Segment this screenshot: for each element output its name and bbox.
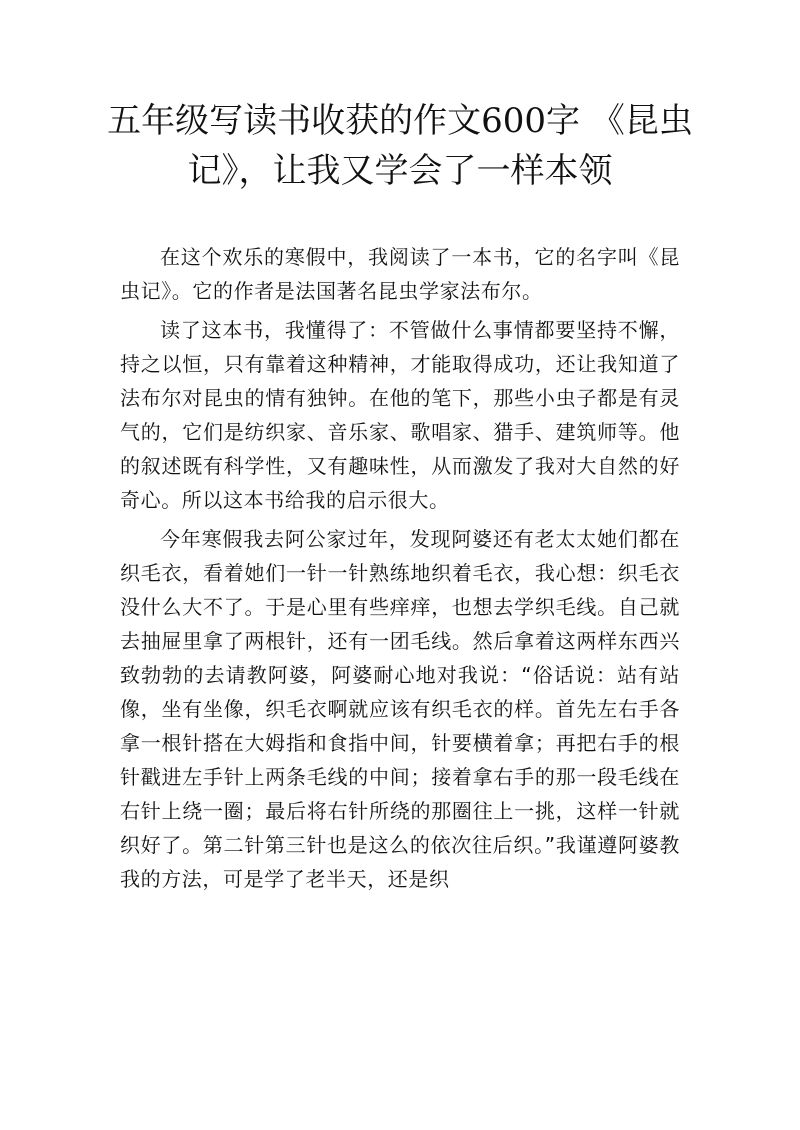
paragraph-3: 今年寒假我去阿公家过年，发现阿婆还有老太太她们都在织毛衣，看着她们一针一针熟练地织着毛衣，我心想：织毛衣没什么大不了。于是心里有些痒痒，也想去学织毛线。自己就去抽屉里拿了两根针，还有一团毛线。然后拿着这两样东西兴致勃勃的去请教阿婆，阿婆耐心地对我说：“俗话说：站有站像，坐有坐像，织毛衣啊就应该有织毛衣的样。首先左右手各拿一根针搭在大姆指和食指中间，针要横着拿；再把右手的根针戳进左手针上两条毛线的中间；接着拿右手的那一段毛线在右针上绕一圈；最后将右针所绕的那圈往上一挑，这样一针就织好了。第二针第三针也是这么的依次往后织。”我谨遵阿婆教我的方法，可是学了老半天，还是织 bbox=[120, 527, 680, 891]
document-title bbox=[100, 96, 700, 196]
paragraph-1: 在这个欢乐的寒假中，我阅读了一本书，它的名字叫《昆虫记》。它的作者是法国著名昆虫学家法布尔。 bbox=[120, 245, 680, 303]
document-body bbox=[120, 240, 680, 901]
title-line-2: 记》，让我又学会了一样本领 bbox=[187, 151, 613, 191]
title-line-1: 五年级写读书收获的作文600字 《昆虫 bbox=[107, 101, 693, 141]
paragraph-2: 读了这本书，我懂得了：不管做什么事情都要坚持不懈，持之以恒，只有靠着这种精神，才能取得成功，还让我知道了法布尔对昆虫的情有独钟。在他的笔下，那些小虫子都是有灵气的，它们是纺织家、音乐家、歌唱家、猎手、建筑师等。他的叙述既有科学性，又有趣味性，从而激发了我对大自然的好奇心。所以这本书给我的启示很大。 bbox=[120, 318, 680, 512]
